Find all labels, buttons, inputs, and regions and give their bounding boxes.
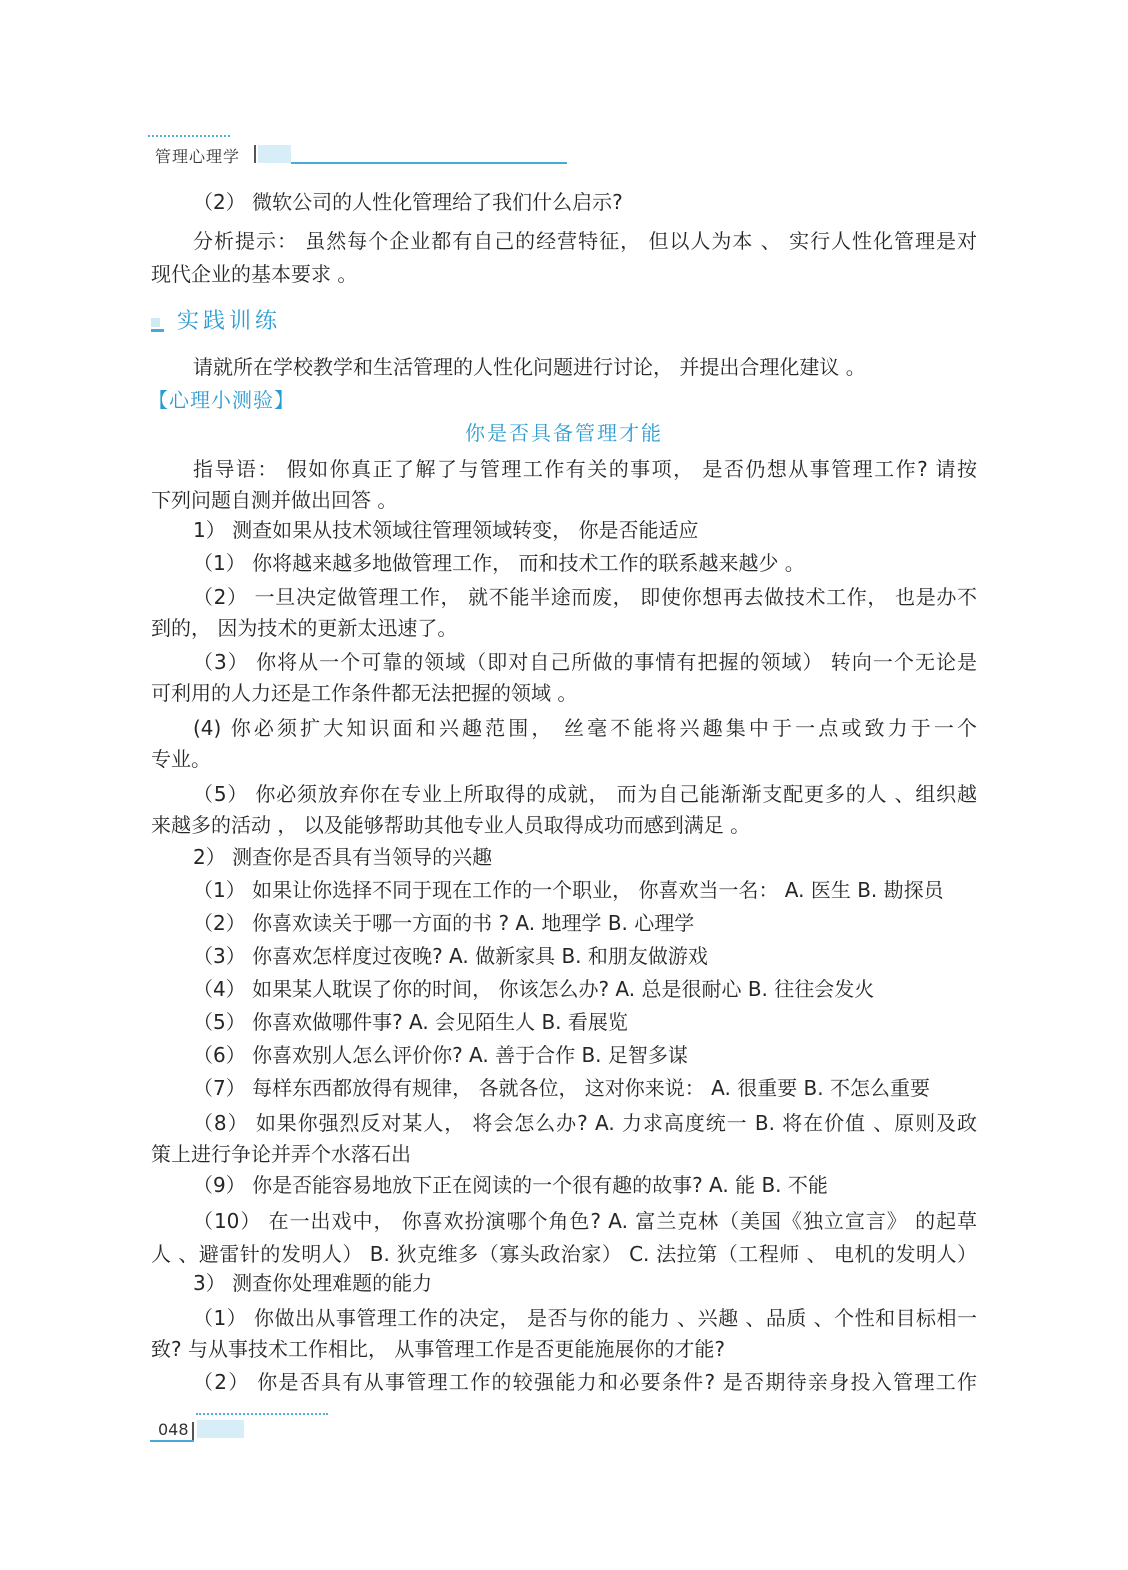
- header-accent-block: [258, 145, 291, 163]
- header-separator: [254, 145, 256, 163]
- list-item: 到的， 因为技术的更新太迅速了。: [151, 616, 458, 640]
- running-header-title: 管理心理学: [155, 147, 241, 166]
- header-dotted-rule: [148, 135, 230, 137]
- footer-separator: [192, 1422, 194, 1440]
- list-item: 策上进行争论并弄个水落石出: [151, 1142, 411, 1166]
- footer-accent-block: [197, 1420, 244, 1438]
- list-item: （1） 你将越来越多地做管理工作， 而和技术工作的联系越来越少 。: [193, 551, 805, 575]
- list-item: 可利用的人力还是工作条件都无法把握的领域 。: [151, 681, 578, 705]
- paragraph-line: 分析提示： 虽然每个企业都有自己的经营特征， 但以人为本 、 实行人性化管理是对: [193, 229, 977, 253]
- list-item: （5） 你喜欢做哪件事? A. 会见陌生人 B. 看展览: [193, 1010, 628, 1034]
- list-item: 1） 测查如果从技术领域往管理领域转变， 你是否能适应: [193, 518, 699, 542]
- header-rule: [291, 162, 567, 164]
- list-item: （4） 如果某人耽误了你的时间， 你该怎么办? A. 总是很耐心 B. 往往会发火: [193, 977, 875, 1001]
- list-item: （1） 如果让你选择不同于现在工作的一个职业， 你喜欢当一名： A. 医生 B. 勘探员: [193, 878, 944, 902]
- list-item: （8） 如果你强烈反对某人， 将会怎么办? A. 力求高度统一 B. 将在价值 、原则及政: [193, 1111, 977, 1135]
- list-item: （10） 在一出戏中， 你喜欢扮演哪个角色? A. 富兰克林（美国《独立宣言》 的起草: [193, 1209, 977, 1233]
- list-item: （9） 你是否能容易地放下正在阅读的一个很有趣的故事? A. 能 B. 不能: [193, 1173, 828, 1197]
- list-item: （6） 你喜欢别人怎么评价你? A. 善于合作 B. 足智多谋: [193, 1043, 688, 1067]
- page-number: 048: [158, 1420, 189, 1439]
- list-item: 致? 与从事技术工作相比， 从事管理工作是否更能施展你的才能?: [151, 1337, 725, 1361]
- list-item: （2） 你是否具有从事管理工作的较强能力和必要条件? 是否期待亲身投入管理工作: [193, 1370, 977, 1394]
- quiz-title: 你是否具备管理才能: [465, 421, 663, 445]
- list-item: (4) 你必须扩大知识面和兴趣范围， 丝毫不能将兴趣集中于一点或致力于一个: [193, 716, 977, 740]
- paragraph-line: 现代企业的基本要求 。: [151, 262, 358, 286]
- list-item: （3） 你喜欢怎样度过夜晚? A. 做新家具 B. 和朋友做游戏: [193, 944, 708, 968]
- paragraph-line: 指导语： 假如你真正了解了与管理工作有关的事项， 是否仍想从事管理工作? 请按: [193, 457, 977, 481]
- list-item: （2） 一旦决定做管理工作， 就不能半途而废， 即使你想再去做技术工作， 也是办不: [193, 585, 977, 609]
- list-item: （7） 每样东西都放得有规律， 各就各位， 这对你来说： A. 很重要 B. 不怎么重要: [193, 1076, 930, 1100]
- section-marker-icon: [151, 318, 164, 331]
- list-item: 专业。: [151, 747, 211, 771]
- list-item: 人 、避雷针的发明人） B. 狄克维多（寡头政治家） C. 法拉第（工程师 、 电机的发明人）: [151, 1242, 977, 1266]
- list-item: （1） 你做出从事管理工作的决定， 是否与你的能力 、兴趣 、品质 、个性和目标相一: [193, 1306, 977, 1330]
- paragraph-line: 下列问题自测并做出回答 。: [151, 488, 398, 512]
- list-item: 2） 测查你是否具有当领导的兴趣: [193, 845, 493, 869]
- list-item: （5） 你必须放弃你在专业上所取得的成就， 而为自己能渐渐支配更多的人 、组织越: [193, 782, 977, 806]
- paragraph-line: （2） 微软公司的人性化管理给了我们什么启示?: [193, 190, 623, 214]
- list-item: （2） 你喜欢读关于哪一方面的书 ? A. 地理学 B. 心理学: [193, 911, 695, 935]
- list-item: 来越多的活动 ， 以及能够帮助其他专业人员取得成功而感到满足 。: [151, 813, 751, 837]
- footer-dotted-rule: [196, 1413, 328, 1415]
- section-title: 实践训练: [177, 309, 282, 334]
- list-item: （3） 你将从一个可靠的领域（即对自己所做的事情有把握的领域） 转向一个无论是: [193, 650, 977, 674]
- paragraph-line: 请就所在学校教学和生活管理的人性化问题进行讨论， 并提出合理化建议 。: [193, 355, 866, 379]
- list-item: 3） 测查你处理难题的能力: [193, 1271, 433, 1295]
- quiz-label: 【心理小测验】: [148, 388, 295, 412]
- footer-rule: [150, 1440, 194, 1442]
